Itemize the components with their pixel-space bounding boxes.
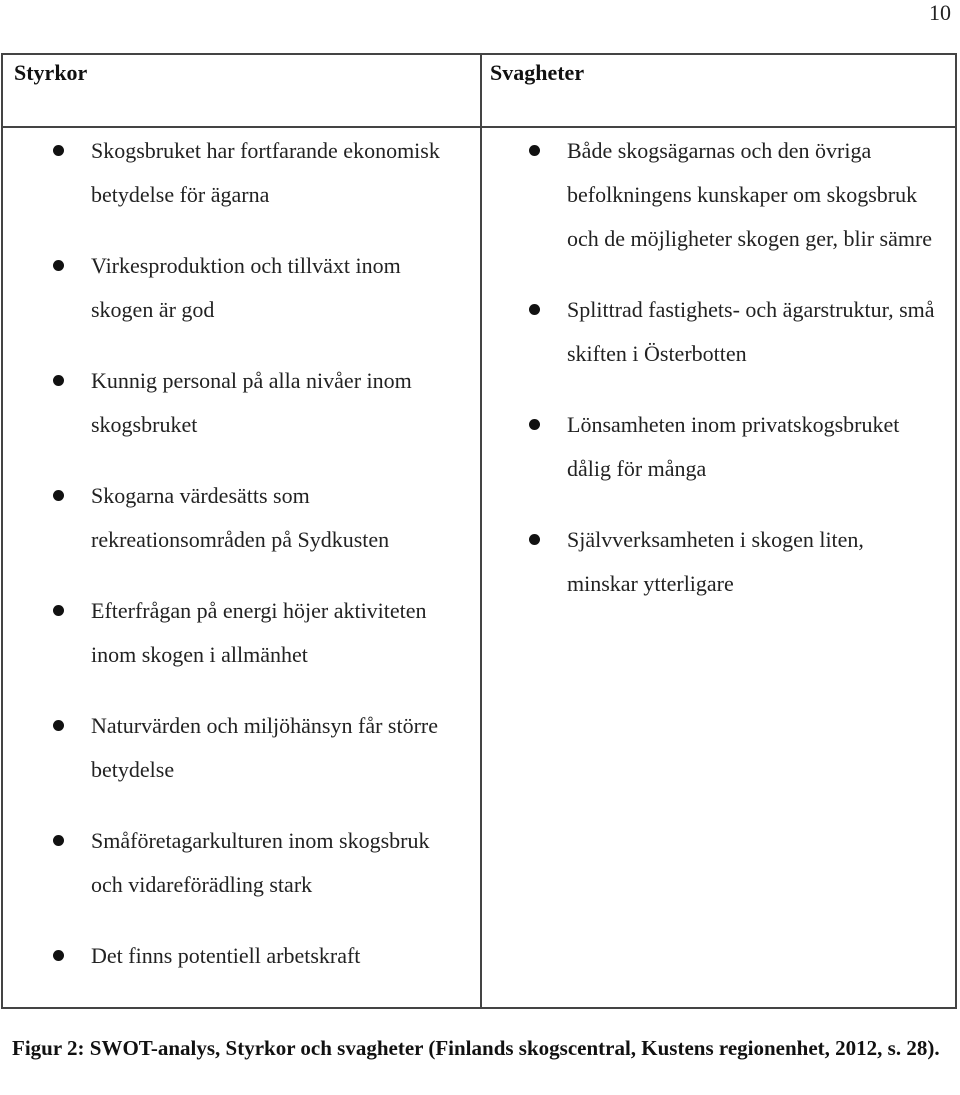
- weakness-item: [529, 403, 939, 491]
- strength-text: Naturvärden och miljöhänsyn får större betydelse: [91, 713, 438, 782]
- strength-text: Efterfrågan på energi höjer aktiviteten inom skogen i allmänhet: [91, 598, 427, 667]
- bullet-icon: [529, 304, 540, 315]
- bullet-icon: [53, 720, 64, 731]
- weakness-text: Splittrad fastighets- och ägarstruktur, små skiften i Österbotten: [567, 297, 935, 366]
- strength-text: Det finns potentiell arbetskraft: [91, 943, 361, 968]
- strengths-list: [53, 129, 463, 1005]
- strength-item: [53, 244, 463, 332]
- bullet-icon: [53, 950, 64, 961]
- bullet-icon: [53, 260, 64, 271]
- bullet-icon: [53, 835, 64, 846]
- weakness-item: [529, 288, 939, 376]
- weaknesses-header: Svagheter: [490, 60, 585, 85]
- strength-text: Skogsbruket har fortfarande ekonomisk betydelse för ägarna: [91, 138, 440, 207]
- page-number: 10: [929, 0, 951, 25]
- bullet-icon: [529, 534, 540, 545]
- bullet-icon: [53, 490, 64, 501]
- strength-item: [53, 359, 463, 447]
- strength-text: Kunnig personal på alla nivåer inom skogsbruket: [91, 368, 412, 437]
- weakness-text: Både skogsägarnas och den övriga befolkningens kunskaper om skogsbruk och de möjligheter skogen ger, blir sämre: [567, 138, 933, 251]
- strength-item: [53, 589, 463, 677]
- weakness-item: [529, 518, 939, 606]
- bullet-icon: [53, 145, 64, 156]
- strength-item: [53, 129, 463, 217]
- weaknesses-list: [529, 129, 939, 633]
- strength-text: Skogarna värdesätts som rekreationsområden på Sydkusten: [91, 483, 390, 552]
- header-divider: [3, 126, 955, 128]
- bullet-icon: [529, 419, 540, 430]
- strength-text: Virkesproduktion och tillväxt inom skogen är god: [91, 253, 401, 322]
- bullet-icon: [53, 375, 64, 386]
- strength-item: [53, 474, 463, 562]
- swot-table: [1, 53, 957, 1009]
- figure-caption: Figur 2: SWOT-analys, Styrkor och svagheter (Finlands skogscentral, Kustens regionenhet, 2012, s. 28).: [12, 1036, 940, 1060]
- strength-text: Småföretagarkulturen inom skogsbruk och vidareförädling stark: [91, 828, 430, 897]
- weakness-item: [529, 129, 939, 261]
- strength-item: [53, 934, 463, 978]
- strength-item: [53, 819, 463, 907]
- weakness-text: Lönsamheten inom privatskogsbruket dålig för många: [567, 412, 900, 481]
- bullet-icon: [529, 145, 540, 156]
- bullet-icon: [53, 605, 64, 616]
- column-divider: [480, 55, 482, 1007]
- strengths-header: Styrkor: [14, 60, 88, 85]
- strength-item: [53, 704, 463, 792]
- weakness-text: Självverksamheten i skogen liten, minskar ytterligare: [567, 527, 864, 596]
